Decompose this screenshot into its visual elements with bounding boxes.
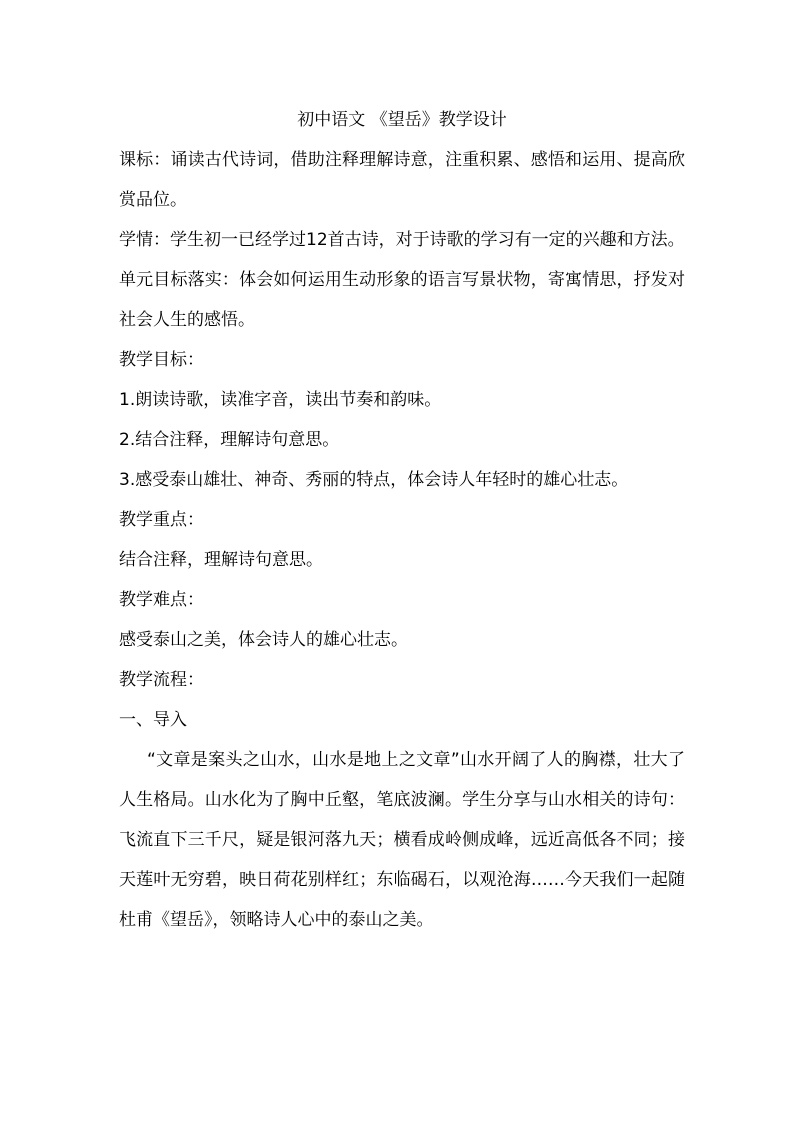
document-title: 初中语文 《望岳》教学设计 [297,110,507,130]
student-situation-paragraph: 学情：学生初一已经学过12首古诗，对于诗歌的学习有一定的兴趣和方法。 [119,230,685,250]
unit-goal-paragraph: 单元目标落实：体会如何运用生动形象的语言写景状物，寄寓情思，抒发对社会人生的感悟。 [119,270,685,330]
key-points-text: 结合注释，理解诗句意思。 [119,550,323,570]
teaching-objectives-heading: 教学目标： [119,350,204,370]
document-page [119,100,685,940]
objective-item-1: 1.朗读诗歌，读准字音，读出节奏和韵味。 [119,390,442,410]
difficulties-text: 感受泰山之美，体会诗人的雄心壮志。 [119,630,408,650]
difficulties-heading: 教学难点： [119,590,204,610]
key-points-heading: 教学重点： [119,510,204,530]
curriculum-standard-paragraph: 课标：诵读古代诗词，借助注释理解诗意，注重积累、感悟和运用、提高欣赏品位。 [119,150,685,210]
section-introduction-heading: 一、导入 [119,710,187,730]
teaching-process-heading: 教学流程： [119,670,204,690]
objective-item-3: 3.感受泰山雄壮、神奇、秀丽的特点，体会诗人年轻时的雄心壮志。 [119,470,629,490]
objective-item-2: 2.结合注释，理解诗句意思。 [119,430,340,450]
introduction-paragraph: “文章是案头之山水，山水是地上之文章”山水开阔了人的胸襟，壮大了人生格局。山水化为了胸中丘壑，笔底波澜。学生分享与山水相关的诗句：飞流直下三千尺，疑是银河落九天；横看成岭侧成峰，远近高低各不同；接天莲叶无穷碧，映日荷花别样红；东临碣石，以观沧海……今天我们一起随杜甫《望岳》，领略诗人心中的泰山之美。 [119,750,685,930]
